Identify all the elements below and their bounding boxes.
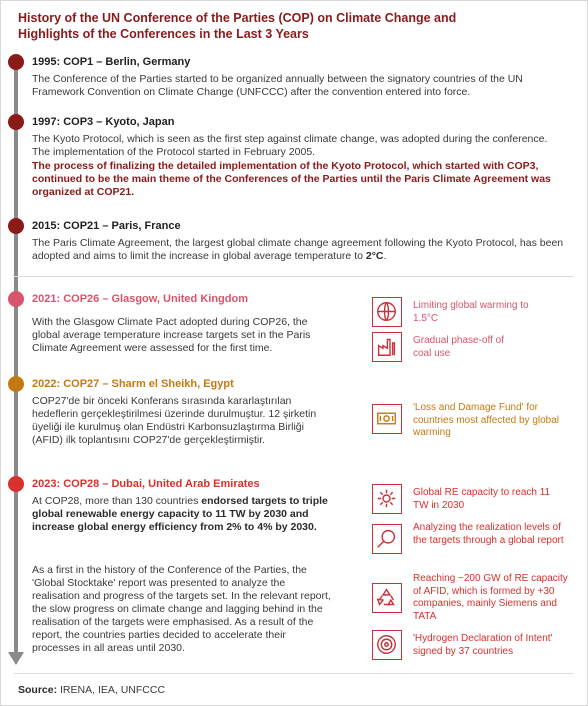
event-text-cop28-bold: endorsed targets to triple global renewable energy capacity to 11 TW by 2030 and increase global energy efficiency from 2% to 4% by 2030. [32,495,328,533]
event-text-cop21-main: The Paris Climate Agreement, the largest global climate change agreement following the Kyoto Protocol, has been adopted and aims to limit the increase in global average temperature to [32,237,564,262]
highlight-text-3: 'Loss and Damage Fund' for countries most affected by global warming [413,402,560,438]
timeline-axis [14,56,18,656]
timeline-arrow [8,652,24,665]
event-text-cop21-end: . [383,250,387,262]
timeline-dot-cop21 [8,218,24,234]
event-highlight-cop3: The process of finalizing the detailed implementation of the Kyoto Protocol, which started with COP3, continued to be the main theme of the Conferences of the Parties until the Paris Climate Agreement was organized at COP21. [32,160,551,198]
source-note [18,684,165,696]
highlight-text-7: 'Hydrogen Declaration of Intent' signed by 37 countries [413,633,553,657]
event-text-cop21 [32,237,577,263]
highlight-text-6: Reaching ~200 GW of RE capacity of AFID, which is formed by +30 companies, mainly Siemens and TATA [413,573,568,622]
timeline-dot-cop27 [8,376,24,392]
gear-icon [372,484,402,514]
thermometer-globe-icon [372,297,402,327]
timeline-dot-cop26 [8,291,24,307]
event-heading-cop26: 2021: COP26 – Glasgow, United Kingdom [32,293,248,305]
source-label: Source: [18,684,58,696]
highlight-text-1: Limiting global warming to 1.5°C [413,300,529,324]
event-text-cop26: With the Glasgow Climate Pact adopted during COP26, the global average temperature increase targets set in the Paris Climate Agreement were assessed for the first time. [32,316,311,354]
source-text: IRENA, IEA, UNFCCC [60,684,166,696]
highlight-text-5: Analyzing the realization levels of the targets through a global report [413,522,564,546]
timeline-dot-cop28 [8,476,24,492]
money-fund-icon [372,404,402,434]
event-text-cop27: COP27'de bir önceki Konferans sırasında kararlaştırılan hedeflerin gerçekleştirilmesi üzerinde durulmuştur. 12 şirketin üyeliği ile kurulmuş olan Endüstri Karbonsuzlaştırma Birliği (AFID) ilk toplantısını COP27'de gerçekleştirmiştir. [32,395,317,446]
event-heading-cop27: 2022: COP27 – Sharm el Sheikh, Egypt [32,378,234,390]
event-text-cop28-start: At COP28, more than 130 countries [32,495,199,507]
coal-plant-icon [372,332,402,362]
timeline-dot-cop1 [8,54,24,70]
highlight-text-2: Gradual phase-off of coal use [413,335,504,359]
target-icon [372,630,402,660]
event-heading-cop3: 1997: COP3 – Kyoto, Japan [32,116,175,128]
section-divider [14,276,574,277]
footer-divider [14,673,574,674]
recycle-icon [372,583,402,613]
event-text-cop21-bold: 2°C [365,250,384,262]
event-text-cop28 [32,495,332,534]
event-text-cop28-report: As a first in the history of the Conference of the Parties, the 'Global Stocktake' report was presented to analyze the realisation and progress of the targets set. In the relevant report, the slow progress on climate change and lagging behind in the realisation of the targets were emphasised. As a result of the report, the countries parties decided to accelerate their processes in all areas until 2030. [32,564,331,654]
page-title: History of the UN Conference of the Parties (COP) on Climate Change and Highlights of the Conferences in the Last 3 Years [18,11,457,41]
event-text-cop1: The Conference of the Parties started to be organized annually between the signatory countries of the UN Framework Convention on Climate Change (UNFCCC) after the convention entered into force. [32,73,523,98]
event-heading-cop21: 2015: COP21 – Paris, France [32,220,181,232]
timeline-dot-cop3 [8,114,24,130]
magnifier-icon [372,524,402,554]
event-heading-cop1: 1995: COP1 – Berlin, Germany [32,56,191,68]
event-text-cop3: The Kyoto Protocol, which is seen as the first step against climate change, was adopted during the conference. The implementation of the Protocol started in February 2005. [32,133,548,158]
highlight-text-4: Global RE capacity to reach 11 TW in 2030 [413,487,551,511]
event-heading-cop28: 2023: COP28 – Dubai, United Arab Emirates [32,478,260,490]
